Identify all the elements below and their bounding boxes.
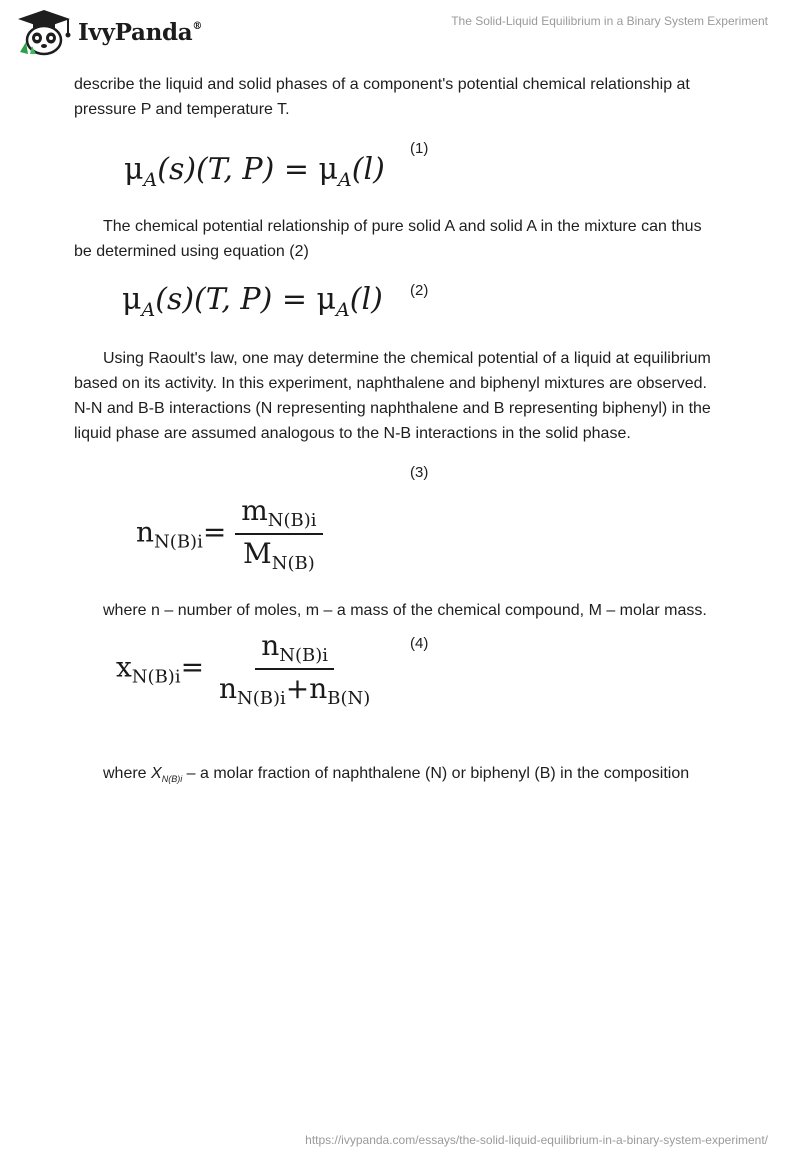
equation-number: (4)	[410, 635, 429, 652]
equation-2	[74, 264, 720, 346]
equation-number: (3)	[410, 464, 429, 481]
equation-3	[74, 446, 720, 598]
equation-expression: $\mu_A(s)(T$, $P) = \mu_A(l)$	[124, 152, 385, 191]
math-symbol: $X_{N(B)i}$	[151, 765, 183, 785]
source-url-link[interactable]: https://ivypanda.com/essays/the-solid-liquid-equilibrium-in-a-binary-system-experiment/	[305, 1133, 768, 1147]
equation-expression: $x_{N(B)i}=$ $\frac{n_{N(B)i}}{n_{N(B)i}+n_{B(N)}}$	[116, 629, 376, 709]
paragraph: where $X_{N(B)i}$ – a molar fraction of naphthalene (N) or biphenyl (B) in the composition	[103, 765, 690, 785]
paragraph: The chemical potential relationship of pure solid A and solid A in the mixture can thus be determined using equation (2)	[74, 218, 702, 260]
paragraph: where n – number of moles, m – a mass of the chemical compound, M – molar mass.	[103, 602, 707, 619]
fraction: $\frac{n_{N(B)i}}{n_{N(B)i}+n_{B(N)}}$	[218, 629, 371, 709]
logo[interactable]	[14, 8, 202, 56]
article-body	[74, 72, 720, 792]
equation-number: (2)	[410, 282, 429, 299]
equation-1	[74, 122, 720, 214]
equation-number: (1)	[410, 140, 429, 157]
equation-4	[74, 623, 720, 761]
paragraph: describe the liquid and solid phases of a component's potential chemical relationship at pressure P and temperature T.	[74, 76, 690, 118]
fraction: $\frac{m_{N(B)i}}{M_{N(B)}}$	[235, 494, 322, 574]
panda-mascot-icon	[14, 8, 74, 56]
brand-name: IvyPanda®	[78, 18, 203, 46]
running-title: The Solid-Liquid Equilibrium in a Binary System Experiment	[451, 14, 768, 28]
equation-expression: $\mu_A(s)(T$, $P) = \mu_A(l)$	[122, 282, 383, 321]
page-header	[0, 0, 800, 70]
equation-expression: $n_{N(B)i}=$ $\frac{m_{N(B)i}}{M_{N(B)}}$	[136, 494, 323, 574]
paragraph: Using Raoult's law, one may determine the chemical potential of a liquid at equilibrium based on its activity. In this experiment, naphthalene and biphenyl mixtures are observed. N-N and B-B interactions (N representing naphthalene and B representing biphenyl) in the liquid phase are assumed analogous to the N-B interactions in the solid phase.	[74, 350, 711, 442]
